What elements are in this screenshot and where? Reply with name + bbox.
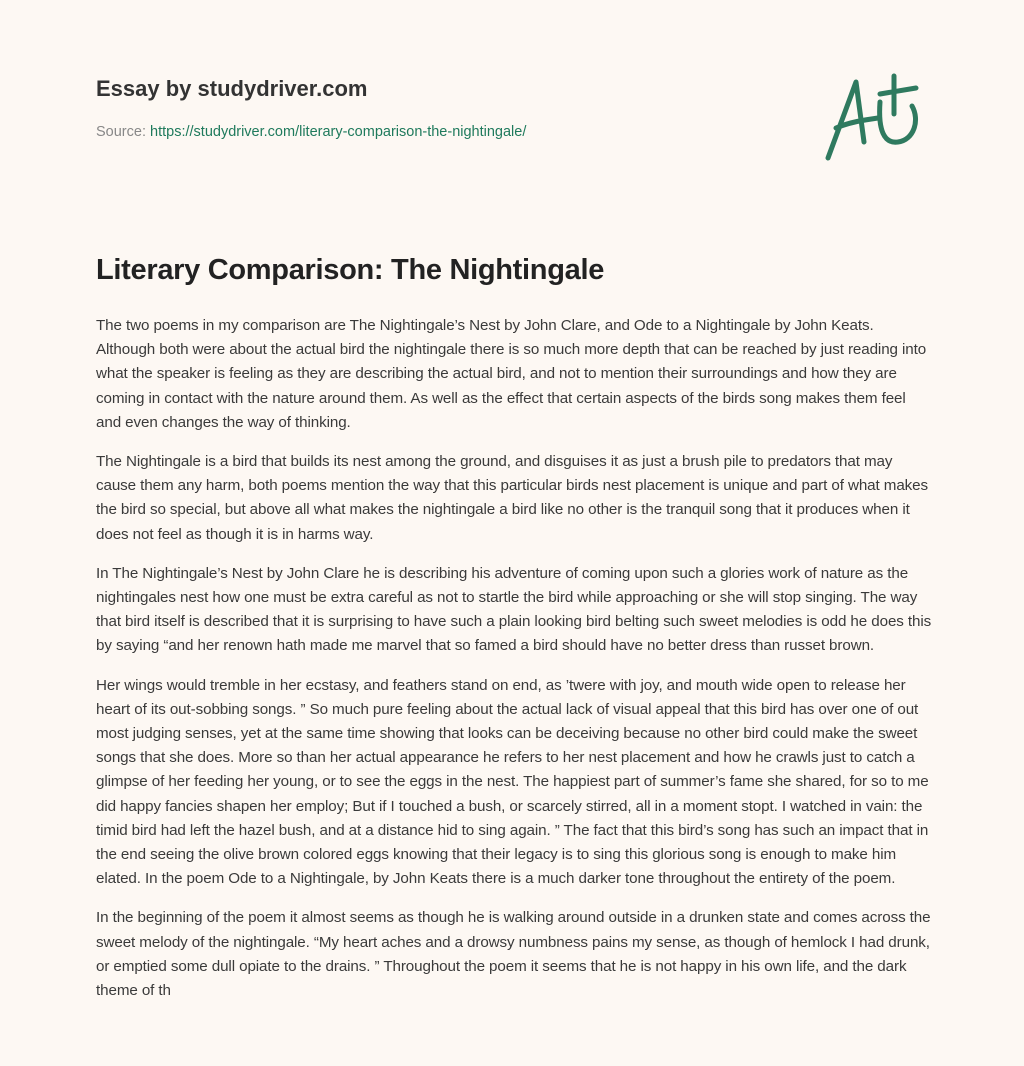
paragraph: The two poems in my comparison are The Nightingale’s Nest by John Clare, and Ode to a Nightingale by John Keats. Although both were about the actual bird the nightingale there is so much more depth that can be reached by just reading into what the speaker is feeling as they are describing the actual bird, and not to mention their surroundings and how they are coming in contact with the nature around them. As well as the effect that certain aspects of the birds song makes them feel and even changes the way of thinking. — [96, 317, 927, 431]
paragraph: The Nightingale is a bird that builds its nest among the ground, and disguises it as just a brush pile to predators that may cause them any harm, both poems mention the way that this particular birds nest placement is unique and part of what makes the bird so special, but above all what makes the nightingale a bird like no other is the tranquil song that it produces when it does not feel as though it is in harms way. — [96, 453, 928, 543]
source-link[interactable]: https://studydriver.com/literary-comparison-the-nightingale/ — [150, 124, 527, 140]
source-label: Source: — [96, 124, 146, 140]
paragraph: In the beginning of the poem it almost seems as though he is walking around outside in a drunken state and comes across the sweet melody of the nightingale. “My heart aches and a drowsy numbness pains my sense, as though of hemlock I had drunk, or emptied some dull opiate to the drains. ” Throughout the poem it seems that he is not happy in his own life, and the dark theme of th — [96, 909, 931, 1000]
paragraph: In The Nightingale’s Nest by John Clare he is describing his adventure of coming upon such a glories work of nature as the nightingales nest how one must be extra careful as not to startle the bird while approaching or she will stop singing. The way that bird itself is described that it is surprising to have such a plain looking bird belting such sweet melodies is odd he does this by saying “and her renown hath made me marvel that so famed a bird should have no better dress than russet brown. — [96, 564, 932, 655]
source-line — [96, 124, 526, 140]
article-title: Literary Comparison: The Nightingale — [96, 254, 605, 286]
a-plus-logo-icon — [820, 70, 930, 166]
article-body — [96, 314, 932, 1018]
site-brand: Essay by studydriver.com — [96, 76, 368, 101]
paragraph: Her wings would tremble in her ecstasy, and feathers stand on end, as ’twere with joy, and mouth wide open to release her heart of its out-sobbing songs. ” So much pure feeling about the actual lack of visual appeal that this bird has over one of out most judging senses, yet at the same time showing that looks can be deceiving because no other bird could make the sweet songs that she does. More so than her actual appearance he refers to her nest placement and how he crawls just to catch a glimpse of her feeding her young, or to see the eggs in the nest. The happiest part of summer’s fame she shared, for so to me did happy fancies shapen her employ; But if I touched a bush, or scarcely stirred, all in a moment stopt. I watched in vain: the timid bird had left the hazel bush, and at a distance hid to sing again. ” The fact that this bird’s song has such an impact that in the end seeing the olive brown colored eggs knowing that their legacy is to sing this glorious song is enough to make him elated. In the poem Ode to a Nightingale, by John Keats there is a much darker tone throughout the entirety of the poem. — [96, 676, 929, 888]
